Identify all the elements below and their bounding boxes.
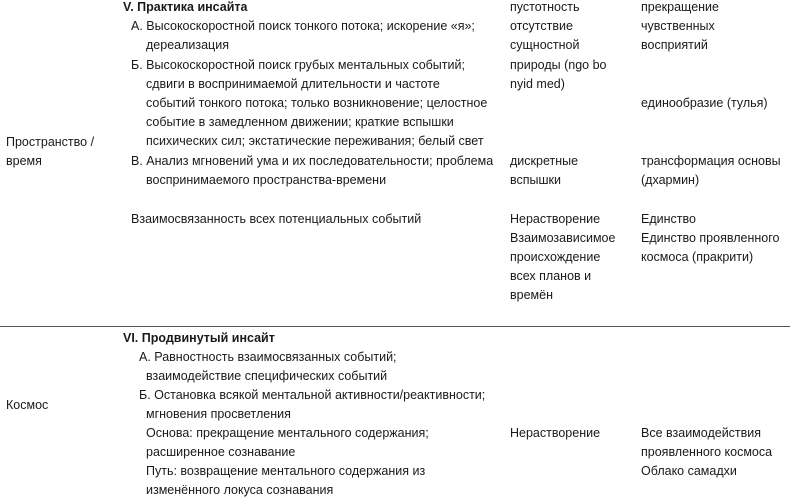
col3-transformation-2: (дхармин) — [641, 173, 700, 187]
col3-unity-1: Единство — [641, 212, 696, 226]
vi-basis-line2: расширенное сознавание — [146, 445, 296, 459]
col2-flashes-2: вспышки — [510, 173, 561, 187]
col3-uniformity: единообразие (тулья) — [641, 96, 768, 110]
item-b-line1: Б. Высокоскоростной поиск грубых ментальных событий; — [131, 58, 465, 72]
section-divider — [0, 326, 790, 327]
item-a-line1: А. Высокоскоростной поиск тонкого потока; искорение «я»; — [131, 19, 475, 33]
col2-emptiness-3: сущностной — [510, 38, 580, 52]
row-label-space-time-2: время — [6, 154, 42, 168]
vi-path-line1: Путь: возвращение ментального содержания из — [146, 464, 426, 478]
section-heading-advanced-insight: VI. Продвинутый инсайт — [123, 331, 275, 345]
vi-col3-line1: Все взаимодействия — [641, 426, 762, 440]
col2-nondissolution-2: Взаимозависимое — [510, 231, 616, 245]
col2-nondissolution-3: происхождение — [510, 250, 601, 264]
col2-nondissolution-1: Нерастворение — [510, 212, 601, 226]
item-b-line2: сдвиги в воспринимаемой длительности и частоте — [146, 77, 440, 91]
col2-flashes-1: дискретные — [510, 154, 579, 168]
vi-col3-line3: Облако самадхи — [641, 464, 737, 478]
row-label-space-time-1: Пространство / — [6, 135, 95, 149]
item-a-line2: дереализация — [146, 38, 229, 52]
interconnection-text: Взаимосвязанность всех потенциальных событий — [131, 212, 422, 226]
vi-col3-line2: проявленного космоса — [641, 445, 773, 459]
col2-emptiness-1: пустотность — [510, 0, 580, 14]
row-label-cosmos: Космос — [6, 398, 49, 412]
col3-unity-2: Единство проявленного — [641, 231, 780, 245]
col3-unity-3: космоса (пракрити) — [641, 250, 754, 264]
item-c-line2: воспринимаемого пространства-времени — [146, 173, 387, 187]
vi-item-a-line1: А. Равностность взаимосвязанных событий; — [139, 350, 397, 364]
vi-basis-line1: Основа: прекращение ментального содержания; — [146, 426, 429, 440]
col2-nondissolution-5: времён — [510, 288, 553, 302]
item-c-line1: В. Анализ мгновений ума и их последовательности; проблема — [131, 154, 494, 168]
item-b-line4: событие в замедленном движении; краткие вспышки — [146, 115, 454, 129]
vi-path-line2: изменённого локуса сознавания — [146, 483, 334, 497]
vi-col2-nondissolution: Нерастворение — [510, 426, 601, 440]
col2-nondissolution-4: всех планов и — [510, 269, 592, 283]
item-b-line5: психических сил; экстатические переживания; белый свет — [146, 134, 484, 148]
col3-cessation-3: восприятий — [641, 38, 708, 52]
vi-item-a-line2: взаимодействие специфических событий — [146, 369, 388, 383]
col3-transformation-1: трансформация основы — [641, 154, 781, 168]
vi-item-b-line2: мгновения просветления — [146, 407, 291, 421]
vi-item-b-line1: Б. Остановка всякой ментальной активности/реактивности; — [139, 388, 486, 402]
col2-emptiness-4: природы (ngo bo — [510, 58, 607, 72]
col2-emptiness-5: nyid med) — [510, 77, 565, 91]
col2-emptiness-2: отсутствие — [510, 19, 573, 33]
section-heading-insight-practice: V. Практика инсайта — [123, 0, 248, 14]
col3-cessation-1: прекращение — [641, 0, 719, 14]
col3-cessation-2: чувственных — [641, 19, 715, 33]
item-b-line3: событий тонкого потока; только возникновение; целостное — [146, 96, 488, 110]
